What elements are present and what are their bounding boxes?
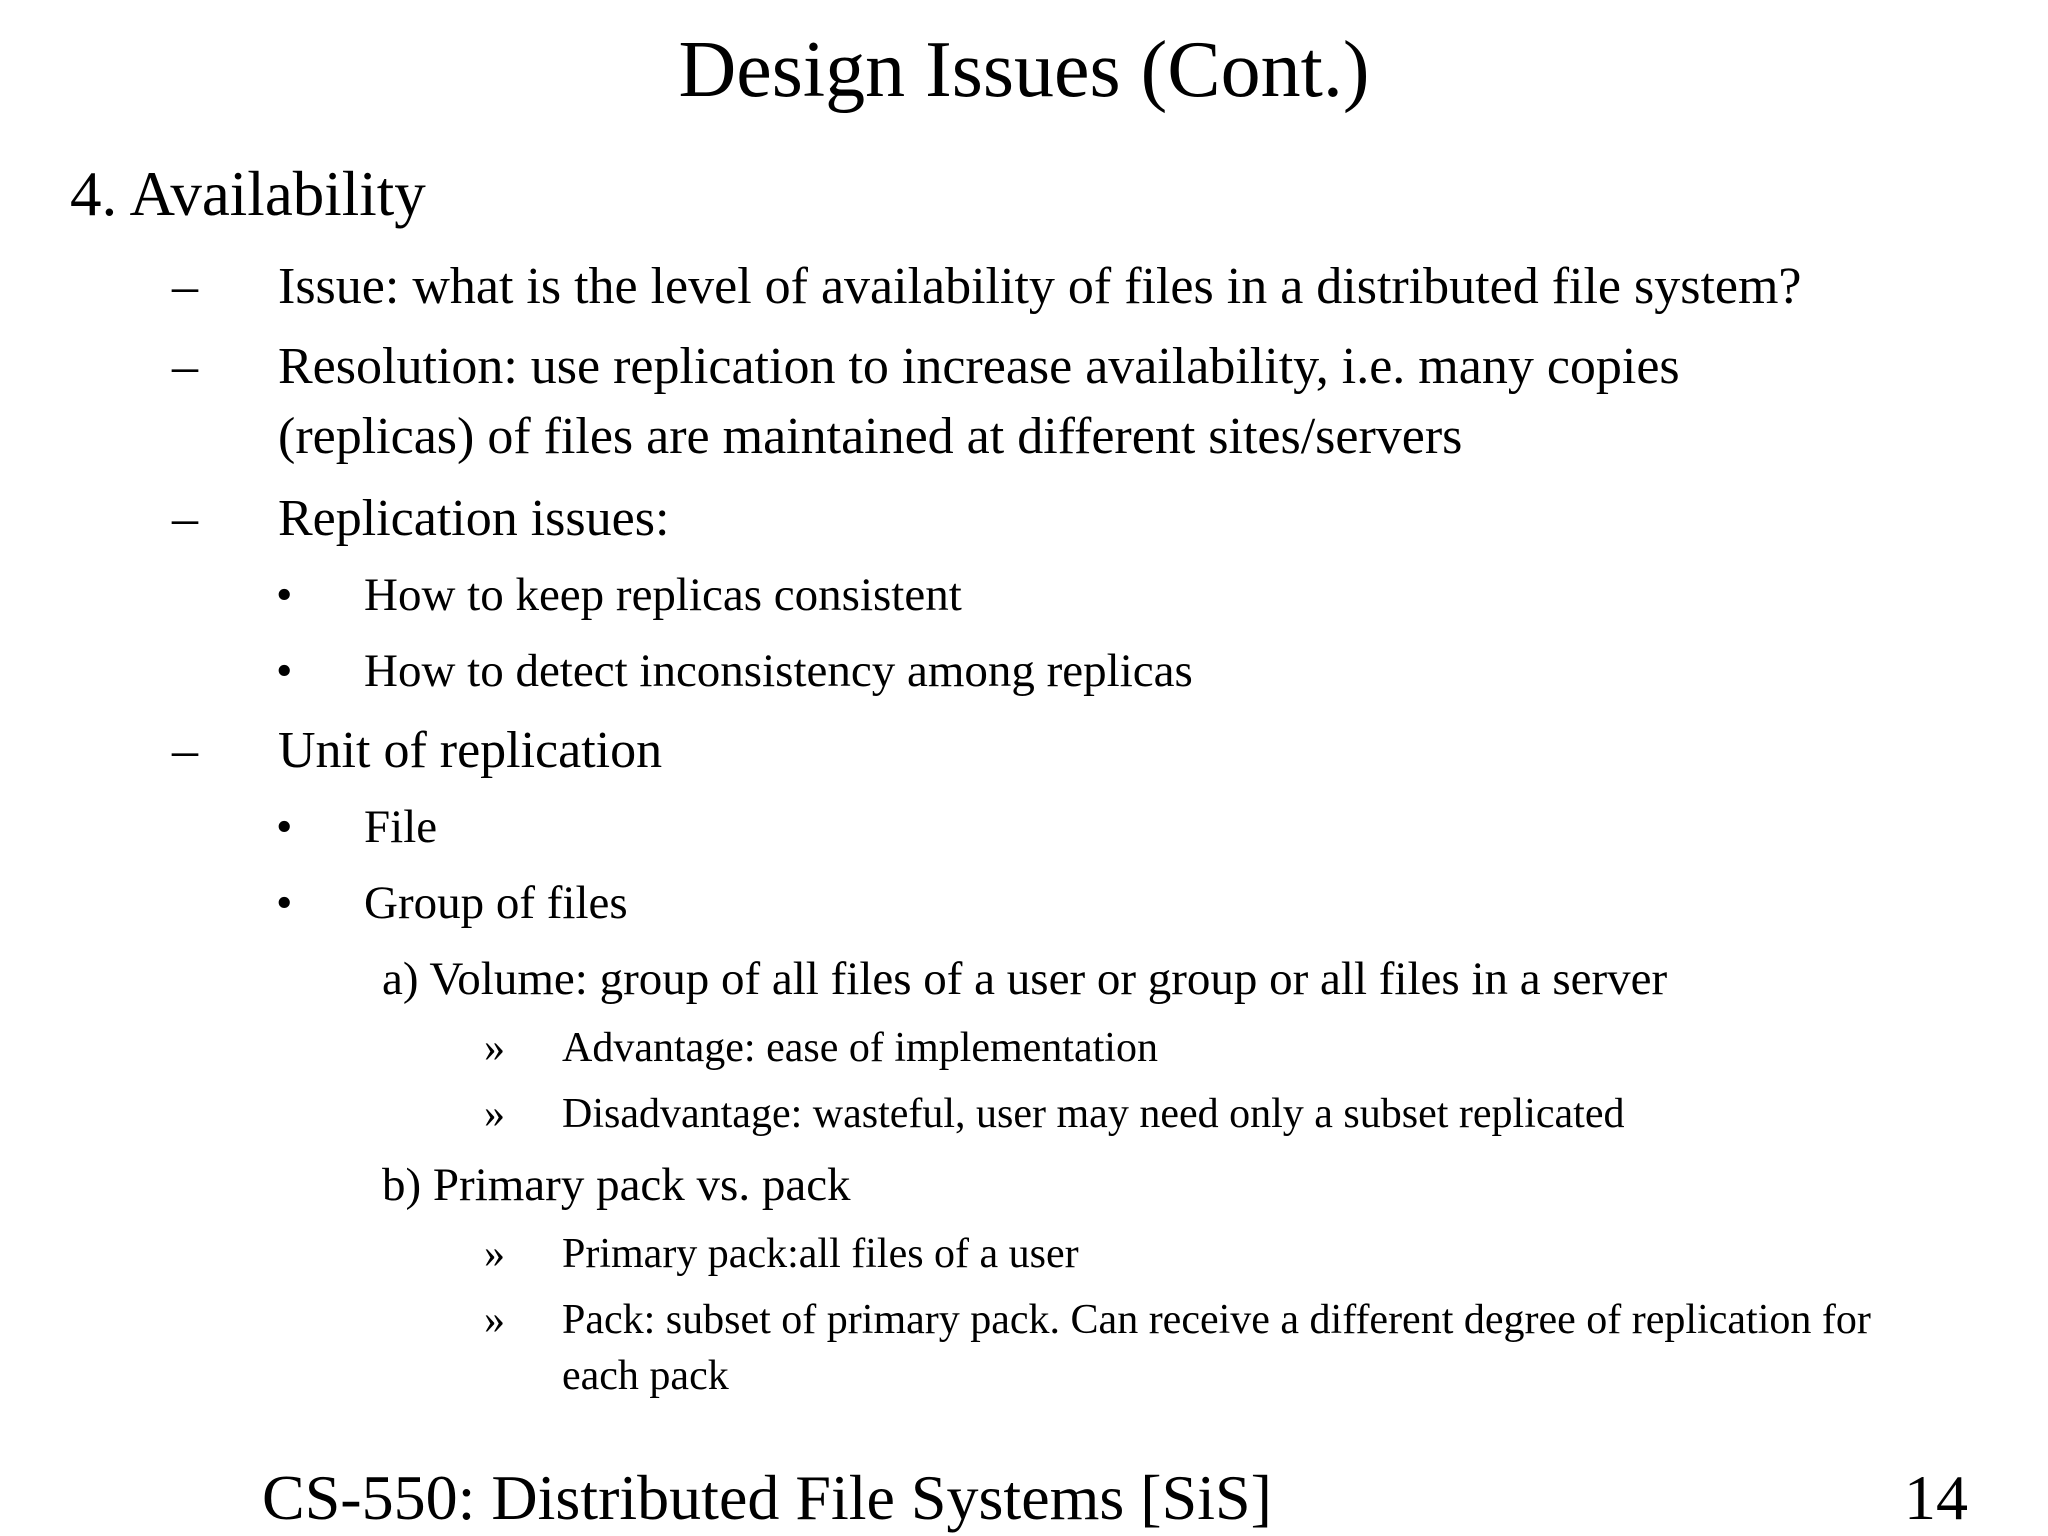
resolution-text-line1: Resolution: use replication to increase availability, i.e. many copies (278, 338, 1680, 395)
raquo-marker: » (484, 1025, 505, 1071)
replication-issues-text: Replication issues: (278, 490, 670, 547)
keep-consistent-text: How to keep replicas consistent (364, 569, 962, 621)
raquo-marker: » (484, 1231, 505, 1277)
unit-of-replication-text: Unit of replication (278, 722, 663, 779)
disadvantage-text: Disadvantage: wasteful, user may need only a subset replicated (562, 1091, 1625, 1137)
primary-pack-vs-pack-text: b) Primary pack vs. pack (382, 1159, 851, 1211)
group-of-files-text: Group of files (364, 877, 628, 929)
advantage-text: Advantage: ease of implementation (562, 1025, 1158, 1071)
resolution-text-line2: (replicas) of files are maintained at different sites/servers (278, 408, 1463, 465)
volume-text: a) Volume: group of all files of a user or group or all files in a server (382, 953, 1668, 1005)
primary-pack-text: Primary pack:all files of a user (562, 1231, 1079, 1277)
footer-course: CS-550: Distributed File Systems [SiS] (262, 1462, 1272, 1533)
issue-text: Issue: what is the level of availability of files in a distributed file system? (278, 258, 1802, 315)
raquo-marker: » (484, 1297, 505, 1343)
pack-text-line2: each pack (562, 1353, 729, 1399)
slide-title: Design Issues (Cont.) (678, 26, 1370, 114)
dash-marker: – (172, 338, 198, 395)
section-heading: 4. Availability (70, 159, 426, 229)
bullet-marker: • (276, 569, 293, 621)
detect-inconsistency-text: How to detect inconsistency among replicas (364, 645, 1193, 697)
dash-marker: – (172, 722, 198, 779)
dash-marker: – (172, 258, 198, 315)
raquo-marker: » (484, 1091, 505, 1137)
dash-marker: – (172, 490, 198, 547)
bullet-marker: • (276, 645, 293, 697)
footer-page-number: 14 (1904, 1462, 1968, 1533)
bullet-marker: • (276, 801, 293, 853)
bullet-marker: • (276, 877, 293, 929)
pack-text-line1: Pack: subset of primary pack. Can receive a different degree of replication for (562, 1297, 1871, 1343)
file-text: File (364, 801, 438, 853)
